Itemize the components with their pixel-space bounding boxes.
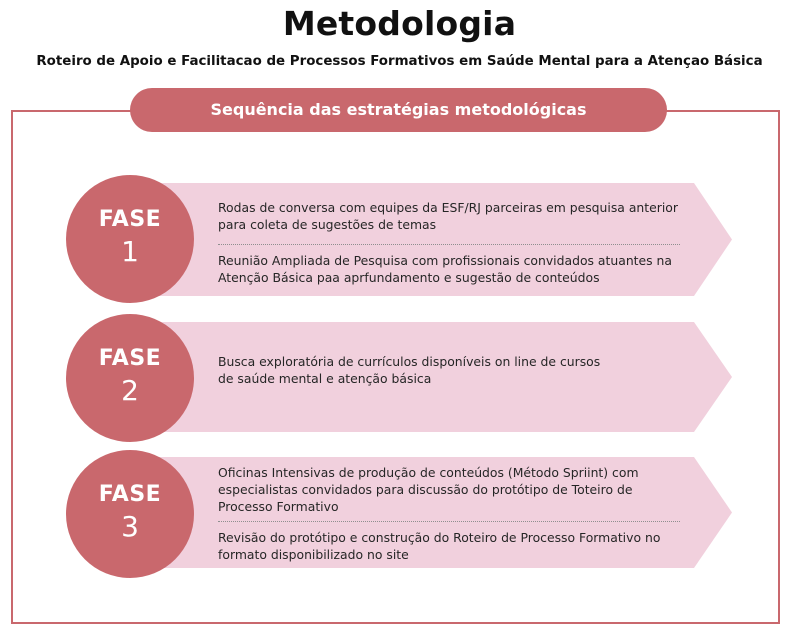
phase-2-item-1	[218, 353, 688, 387]
phase-3-item-1-line-1: Oficinas Intensivas de produção de conteúdos (Método Spriint) com	[218, 465, 639, 480]
phase-3-badge	[66, 450, 194, 578]
phase-3-item-1-line-2: especialistas convidados para discussão do protótipo de Toteiro de	[218, 482, 633, 497]
phase-1-item-1-line-1: Rodas de conversa com equipes da ESF/RJ parceiras em pesquisa anterior	[218, 200, 678, 215]
phase-3-item-1-line-3: Processo Formativo	[218, 499, 339, 514]
phase-1-separator	[218, 244, 680, 245]
phase-1-item-1	[218, 199, 688, 233]
phase-1-number: 1	[121, 235, 139, 268]
phase-3-item-2-line-1: Revisão do protótipo e construção do Roteiro de Processo Formativo no	[218, 530, 661, 545]
phase-1-item-2	[218, 252, 688, 286]
phase-3-label: FASE	[98, 482, 162, 507]
phase-2-number: 2	[121, 374, 139, 407]
phase-1-item-2-line-2: Atenção Básica paa aprfundamento e sugestão de conteúdos	[218, 270, 600, 285]
phase-1-item-1-line-2: para coleta de sugestões de temas	[218, 217, 437, 232]
phase-2-label: FASE	[98, 346, 162, 371]
page-title: Metodologia	[282, 4, 517, 43]
phase-2-item-1-line-1: Busca exploratória de currículos disponíveis on line de cursos	[218, 354, 601, 369]
phase-3-separator	[218, 521, 680, 522]
phase-2-item-1-line-2: de saúde mental e atenção básica	[218, 371, 432, 386]
phase-3-number: 3	[121, 510, 139, 543]
section-banner: Sequência das estratégias metodológicas	[130, 88, 667, 132]
phase-1-label: FASE	[98, 207, 162, 232]
phase-3-item-2	[218, 529, 688, 563]
phase-3-item-2-line-2: formato disponibilizado no site	[218, 547, 409, 562]
phase-2-badge	[66, 314, 194, 442]
phase-1-item-2-line-1: Reunião Ampliada de Pesquisa com profissionais convidados atuantes na	[218, 253, 672, 268]
phase-3-item-1	[218, 464, 688, 515]
phase-1-badge	[66, 175, 194, 303]
page-subtitle: Roteiro de Apoio e Facilitacao de Processos Formativos em Saúde Mental para a Atençao Básica	[36, 54, 763, 69]
